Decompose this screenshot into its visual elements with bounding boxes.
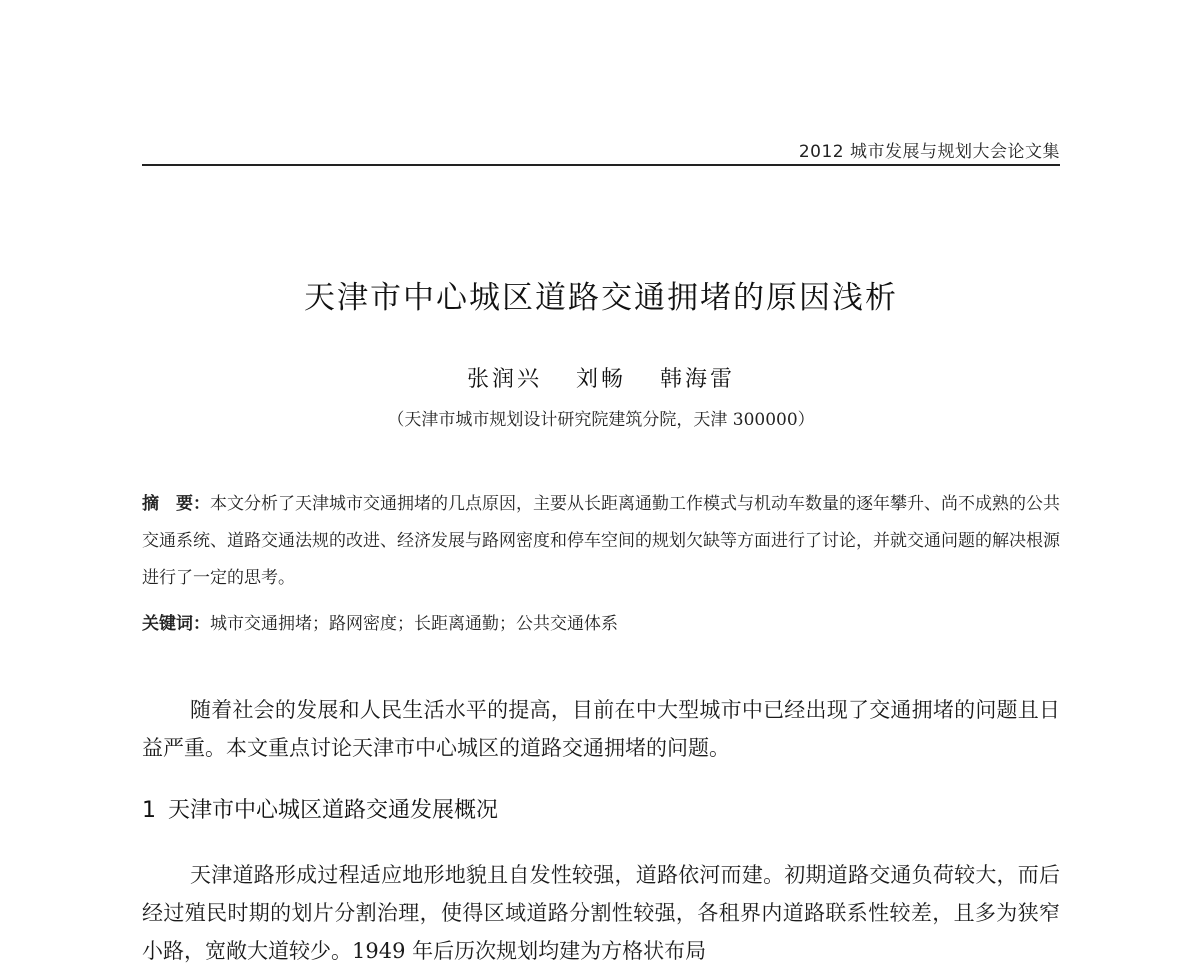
section-paragraph: 天津道路形成过程适应地形地貌且自发性较强，道路依河而建。初期道路交通负荷较大，而后经过殖民时期的划片分割治理，使得区域道路分割性较强，各租界内道路联系性较差，且多为狭窄小路，宽敞大道较少。1949 年后历次规划均建为方格状布局 — [142, 863, 1060, 963]
keywords-label: 关键词： — [142, 614, 210, 634]
section-heading — [142, 793, 1060, 824]
abstract-label: 摘 要： — [142, 494, 210, 514]
author-name: 张润兴 — [466, 367, 542, 392]
keywords-text: 城市交通拥堵；路网密度；长距离通勤；公共交通体系 — [210, 614, 618, 634]
paper-title: 天津市中心城区道路交通拥堵的原因浅析 — [304, 280, 898, 316]
author-name: 刘畅 — [575, 367, 626, 392]
keywords — [142, 609, 1060, 639]
abstract-text: 本文分析了天津城市交通拥堵的几点原因，主要从长距离通勤工作模式与机动车数量的逐年攀升、尚不成熟的公共交通系统、道路交通法规的改进、经济发展与路网密度和停车空间的规划欠缺等方面进行了讨论，并就交通问题的解决根源进行了一定的思考。 — [142, 494, 1060, 588]
abstract — [142, 486, 1060, 597]
author-list — [142, 362, 1060, 393]
section-number: 1 — [142, 798, 156, 823]
header-rule — [142, 164, 1060, 166]
author-affiliation: （天津市城市规划设计研究院建筑分院，天津 300000） — [387, 410, 815, 430]
section-title: 天津市中心城区道路交通发展概况 — [168, 798, 499, 823]
running-header: 2012 城市发展与规划大会论文集 — [798, 142, 1060, 162]
author-name: 韩海雷 — [660, 367, 736, 392]
intro-paragraph: 随着社会的发展和人民生活水平的提高，目前在中大型城市中已经出现了交通拥堵的问题且日益严重。本文重点讨论天津市中心城区的道路交通拥堵的问题。 — [142, 698, 1060, 760]
